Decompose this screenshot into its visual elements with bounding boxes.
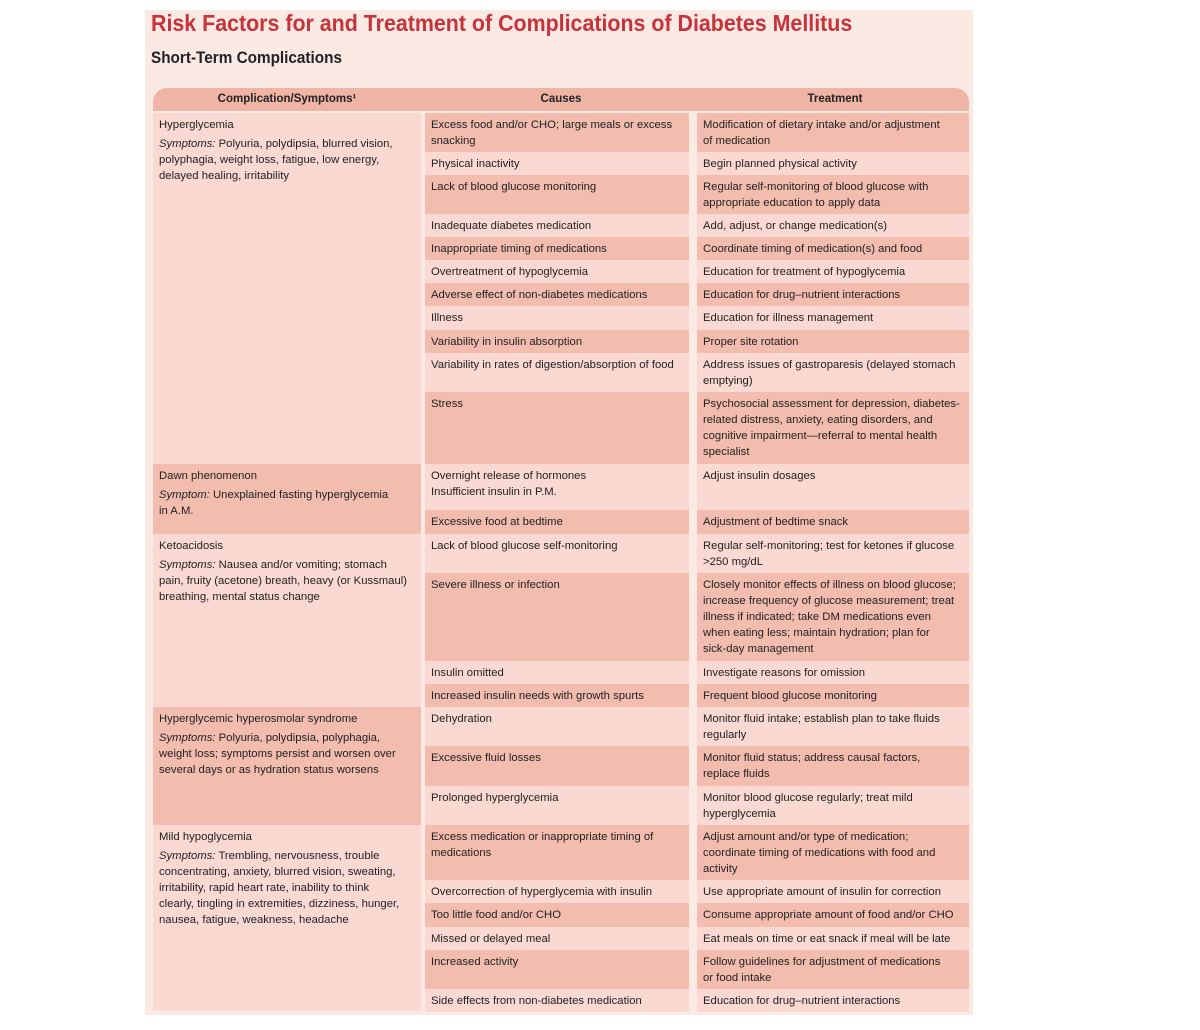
symptoms-text: concentrating, anxiety, blurred vision, sweating, bbox=[159, 866, 396, 878]
treatment-cell bbox=[703, 750, 965, 782]
cause-cell bbox=[431, 538, 693, 554]
cause-cell-line: Side effects from non-diabetes medication bbox=[431, 995, 642, 1007]
cause-cell bbox=[431, 156, 693, 172]
treatment-cell-line: regularly bbox=[703, 729, 747, 741]
document-page bbox=[145, 10, 973, 1015]
cause-cell-line: Variability in rates of digestion/absorption of food bbox=[431, 359, 674, 371]
cause-cell bbox=[431, 287, 693, 303]
cause-cell-line: Increased insulin needs with growth spurts bbox=[431, 690, 644, 702]
symptoms-line bbox=[159, 168, 417, 184]
symptoms-line bbox=[159, 864, 417, 880]
treatment-cell-line: emptying) bbox=[703, 375, 753, 387]
cause-cell bbox=[431, 218, 693, 234]
cause-cell-line: Excessive fluid losses bbox=[431, 752, 541, 764]
cause-cell-line: Lack of blood glucose monitoring bbox=[431, 181, 597, 193]
cause-cell-line: Overcorrection of hyperglycemia with insulin bbox=[431, 886, 653, 898]
treatment-cell-line: Investigate reasons for omission bbox=[703, 667, 866, 679]
treatment-cell-line: related distress, anxiety, eating disorders, and bbox=[703, 414, 933, 426]
treatment-cell bbox=[703, 665, 965, 681]
cause-cell bbox=[431, 310, 693, 326]
treatment-cell-line: Coordinate timing of medication(s) and food bbox=[703, 243, 923, 255]
symptoms-text: delayed healing, irritability bbox=[159, 170, 289, 182]
treatment-cell-line: replace fluids bbox=[703, 768, 770, 780]
complication-cell bbox=[159, 468, 417, 519]
treatment-cell bbox=[703, 334, 965, 350]
cause-cell bbox=[431, 711, 693, 727]
cause-cell-line: Overtreatment of hypoglycemia bbox=[431, 266, 588, 278]
treatment-cell-line: Adjust insulin dosages bbox=[703, 470, 816, 482]
complication-name: Mild hypoglycemia bbox=[159, 831, 252, 843]
symptoms-line bbox=[159, 503, 417, 519]
complication-cell bbox=[159, 711, 417, 778]
symptoms-line bbox=[159, 912, 417, 928]
treatment-cell-line: Education for drug–nutrient interactions bbox=[703, 289, 901, 301]
symptoms-line bbox=[159, 730, 417, 746]
treatment-cell-line: activity bbox=[703, 863, 738, 875]
cause-cell bbox=[431, 907, 693, 923]
symptoms-text: polyphagia, weight loss, fatigue, low energy, bbox=[159, 154, 380, 166]
complication-cell bbox=[159, 829, 417, 928]
cause-cell bbox=[431, 334, 693, 350]
cause-cell-line: Illness bbox=[431, 312, 464, 324]
cause-cell bbox=[431, 357, 693, 373]
treatment-cell bbox=[703, 156, 965, 172]
complication-name: Hyperglycemic hyperosmolar syndrome bbox=[159, 713, 358, 725]
symptoms-text: in A.M. bbox=[159, 505, 194, 517]
treatment-cell bbox=[703, 514, 965, 530]
treatment-cell bbox=[703, 179, 965, 211]
treatment-cell bbox=[703, 264, 965, 280]
treatment-cell bbox=[703, 538, 965, 570]
treatment-cell-line: Monitor blood glucose regularly; treat mild bbox=[703, 792, 913, 804]
treatment-cell-line: >250 mg/dL bbox=[703, 556, 763, 568]
cause-cell bbox=[431, 931, 693, 947]
complication-cell bbox=[159, 117, 417, 184]
page-title: Risk Factors for and Treatment of Complications of Diabetes Mellitus bbox=[151, 10, 853, 36]
cause-cell bbox=[431, 954, 693, 970]
cause-cell-line: Dehydration bbox=[431, 713, 492, 725]
symptoms-line bbox=[159, 152, 417, 168]
treatment-cell-line: Psychosocial assessment for depression, diabetes- bbox=[703, 398, 960, 410]
cause-cell bbox=[431, 179, 693, 195]
treatment-cell bbox=[703, 287, 965, 303]
header-treatment: Treatment bbox=[807, 93, 863, 105]
cause-cell-line: snacking bbox=[431, 135, 476, 147]
treatment-cell bbox=[703, 790, 965, 822]
cause-cell-line: Inadequate diabetes medication bbox=[431, 220, 592, 232]
symptoms-label: Symptom: bbox=[159, 489, 210, 501]
treatment-cell bbox=[703, 954, 965, 986]
treatment-cell bbox=[703, 396, 965, 460]
treatment-cell-line: coordinate timing of medications with food and bbox=[703, 847, 936, 859]
symptoms-text: Polyuria, polydipsia, polyphagia, bbox=[218, 732, 381, 744]
cause-cell-line: Insufficient insulin in P.M. bbox=[431, 486, 557, 498]
cause-cell-line: Excess medication or inappropriate timing of bbox=[431, 831, 654, 843]
cause-cell-line: Lack of blood glucose self-monitoring bbox=[431, 540, 618, 552]
treatment-cell-line: increase frequency of glucose measurement; treat bbox=[703, 595, 955, 607]
symptoms-text: Polyuria, polydipsia, blurred vision, bbox=[218, 138, 393, 150]
treatment-cell bbox=[703, 468, 965, 484]
complication-name: Hyperglycemia bbox=[159, 119, 234, 131]
cause-cell bbox=[431, 790, 693, 806]
cause-cell-line: Missed or delayed meal bbox=[431, 933, 551, 945]
treatment-cell-line: cognitive impairment—referral to mental health bbox=[703, 430, 938, 442]
symptoms-text: weight loss; symptoms persist and worsen over bbox=[159, 748, 396, 760]
symptoms-line bbox=[159, 880, 417, 896]
treatment-cell-line: Education for illness management bbox=[703, 312, 874, 324]
treatment-cell bbox=[703, 577, 965, 657]
symptoms-text: nausea, fatigue, weakness, headache bbox=[159, 914, 349, 926]
treatment-cell-line: Adjust amount and/or type of medication; bbox=[703, 831, 909, 843]
symptoms-text: irritability, rapid heart rate, inability to think bbox=[159, 882, 370, 894]
treatment-cell-line: of medication bbox=[703, 135, 771, 147]
cause-cell bbox=[431, 993, 693, 1009]
cause-cell-line: medications bbox=[431, 847, 492, 859]
header-complication: Complication/Symptoms¹ bbox=[217, 93, 357, 105]
treatment-cell-line: Adjustment of bedtime snack bbox=[703, 516, 849, 528]
treatment-cell-line: hyperglycemia bbox=[703, 808, 776, 820]
cause-cell-line: Stress bbox=[431, 398, 464, 410]
symptoms-label: Symptoms: bbox=[159, 138, 216, 150]
complication-cell bbox=[159, 538, 417, 605]
symptoms-line bbox=[159, 848, 417, 864]
treatment-cell-line: when eating less; maintain hydration; plan for bbox=[703, 627, 930, 639]
symptoms-text: several days or as hydration status worsens bbox=[159, 764, 379, 776]
treatment-cell bbox=[703, 931, 965, 947]
treatment-cell-line: Modification of dietary intake and/or adjustment bbox=[703, 119, 940, 131]
treatment-cell-line: Frequent blood glucose monitoring bbox=[703, 690, 877, 702]
treatment-cell-line: Education for drug–nutrient interactions bbox=[703, 995, 901, 1007]
section-subtitle: Short-Term Complications bbox=[151, 48, 342, 67]
treatment-cell-line: Eat meals on time or eat snack if meal will be late bbox=[703, 933, 951, 945]
treatment-cell-line: Closely monitor effects of illness on blood glucose; bbox=[703, 579, 956, 591]
symptoms-label: Symptoms: bbox=[159, 850, 216, 862]
treatment-cell bbox=[703, 241, 965, 257]
treatment-cell bbox=[703, 117, 965, 149]
symptoms-line bbox=[159, 896, 417, 912]
treatment-cell-line: Regular self-monitoring of blood glucose with bbox=[703, 181, 929, 193]
treatment-cell bbox=[703, 907, 965, 923]
symptoms-line bbox=[159, 762, 417, 778]
cause-cell-line: Severe illness or infection bbox=[431, 579, 560, 591]
treatment-cell-line: Address issues of gastroparesis (delayed stomach bbox=[703, 359, 956, 371]
cause-cell bbox=[431, 468, 693, 500]
complication-name: Dawn phenomenon bbox=[159, 470, 257, 482]
treatment-cell bbox=[703, 218, 965, 234]
treatment-cell-line: or food intake bbox=[703, 972, 772, 984]
table-header bbox=[153, 88, 969, 111]
cause-cell-line: Increased activity bbox=[431, 956, 519, 968]
cause-cell-line: Excessive food at bedtime bbox=[431, 516, 563, 528]
treatment-cell bbox=[703, 884, 965, 900]
symptoms-text: Trembling, nervousness, trouble bbox=[218, 850, 380, 862]
cause-cell-line: Variability in insulin absorption bbox=[431, 336, 583, 348]
treatment-cell-line: Regular self-monitoring; test for ketones if glucose bbox=[703, 540, 955, 552]
treatment-cell bbox=[703, 829, 965, 877]
cause-cell-line: Physical inactivity bbox=[431, 158, 520, 170]
symptoms-line bbox=[159, 557, 417, 573]
cause-cell bbox=[431, 117, 693, 149]
symptoms-line bbox=[159, 487, 417, 503]
cause-cell-line: Adverse effect of non-diabetes medications bbox=[431, 289, 648, 301]
treatment-cell bbox=[703, 310, 965, 326]
symptoms-line bbox=[159, 589, 417, 605]
treatment-cell-line: Follow guidelines for adjustment of medications bbox=[703, 956, 941, 968]
treatment-cell-line: illness if indicated; take DM medications even bbox=[703, 611, 931, 623]
cause-cell bbox=[431, 396, 693, 412]
symptoms-label: Symptoms: bbox=[159, 559, 216, 571]
treatment-cell-line: specialist bbox=[703, 446, 750, 458]
symptoms-text: Unexplained fasting hyperglycemia bbox=[213, 489, 389, 501]
symptoms-text: clearly, tingling in extremities, dizziness, hunger, bbox=[159, 898, 400, 910]
cause-cell bbox=[431, 750, 693, 766]
complication-name: Ketoacidosis bbox=[159, 540, 224, 552]
cause-cell bbox=[431, 241, 693, 257]
treatment-cell bbox=[703, 711, 965, 743]
cause-cell-line: Excess food and/or CHO; large meals or excess bbox=[431, 119, 673, 131]
cause-cell-line: Overnight release of hormones bbox=[431, 470, 587, 482]
symptoms-text: pain, fruity (acetone) breath, heavy (or Kussmaul) bbox=[159, 575, 408, 587]
symptoms-line bbox=[159, 573, 417, 589]
symptoms-label: Symptoms: bbox=[159, 732, 216, 744]
treatment-cell-line: Begin planned physical activity bbox=[703, 158, 857, 170]
treatment-cell-line: sick-day management bbox=[703, 643, 814, 655]
cause-cell bbox=[431, 884, 693, 900]
treatment-cell-line: Use appropriate amount of insulin for correction bbox=[703, 886, 941, 898]
treatment-cell bbox=[703, 993, 965, 1009]
treatment-cell-line: Proper site rotation bbox=[703, 336, 799, 348]
treatment-cell-line: appropriate education to apply data bbox=[703, 197, 881, 209]
treatment-cell bbox=[703, 688, 965, 704]
treatment-cell-line: Monitor fluid intake; establish plan to take fluids bbox=[703, 713, 940, 725]
cause-cell-line: Inappropriate timing of medications bbox=[431, 243, 607, 255]
cause-cell bbox=[431, 688, 693, 704]
symptoms-text: Nausea and/or vomiting; stomach bbox=[218, 559, 387, 571]
header-causes: Causes bbox=[540, 93, 582, 105]
treatment-cell-line: Consume appropriate amount of food and/or CHO bbox=[703, 909, 954, 921]
cause-cell bbox=[431, 264, 693, 280]
symptoms-line bbox=[159, 136, 417, 152]
cause-cell-line: Insulin omitted bbox=[431, 667, 504, 679]
cause-cell bbox=[431, 829, 693, 861]
treatment-cell-line: Monitor fluid status; address causal factors, bbox=[703, 752, 921, 764]
treatment-cell-line: Add, adjust, or change medication(s) bbox=[703, 220, 887, 232]
treatment-cell bbox=[703, 357, 965, 389]
cause-cell bbox=[431, 577, 693, 593]
cause-cell-line: Too little food and/or CHO bbox=[431, 909, 561, 921]
cause-cell-line: Prolonged hyperglycemia bbox=[431, 792, 559, 804]
treatment-cell-line: Education for treatment of hypoglycemia bbox=[703, 266, 906, 278]
cause-cell bbox=[431, 514, 693, 530]
symptoms-text: breathing, mental status change bbox=[159, 591, 320, 603]
cause-cell bbox=[431, 665, 693, 681]
symptoms-line bbox=[159, 746, 417, 762]
